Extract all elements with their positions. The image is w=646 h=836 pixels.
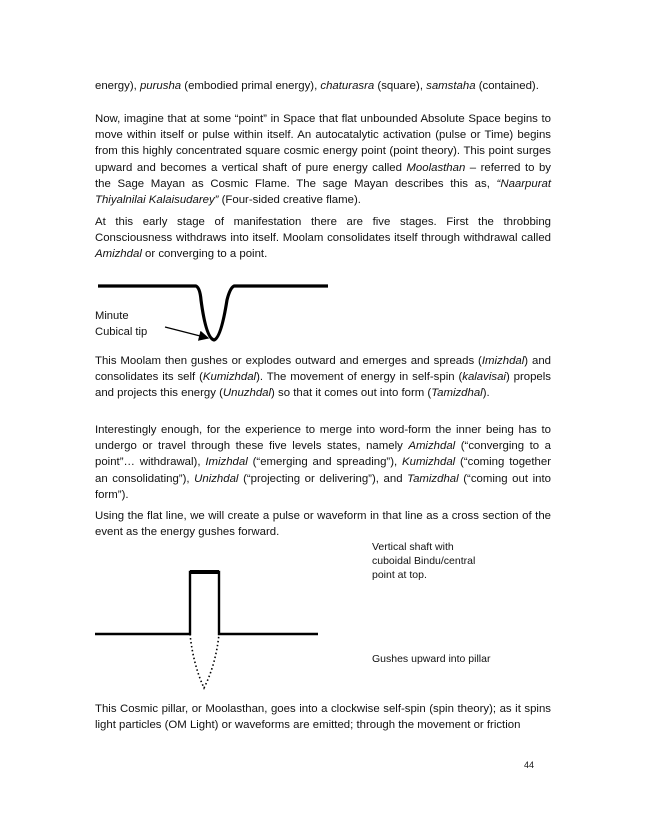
label-line: Cubical tip bbox=[95, 326, 148, 338]
text: This Cosmic pillar, or Moolasthan, goes into a clockwise self-spin (spin theory); as it spins light particles (OM Light) or waveforms are emitted; through the movement or friction bbox=[95, 703, 551, 732]
text: ) propels and projects this energy ( bbox=[95, 371, 551, 400]
label-line: Minute bbox=[95, 310, 129, 322]
text: ). bbox=[482, 387, 490, 400]
paragraph-6 bbox=[95, 508, 551, 540]
text: (embodied primal energy), bbox=[181, 80, 321, 92]
pointer-arrow bbox=[165, 327, 208, 338]
figure2-bottom-label bbox=[372, 652, 490, 666]
italic-term: Unizhdal bbox=[194, 472, 239, 485]
italic-term: chaturasra bbox=[320, 80, 375, 92]
text: ) so that it comes out into form ( bbox=[271, 387, 432, 400]
italic-term: “Naarpurat Thiyalnilai Kalaisudarey” bbox=[95, 177, 551, 207]
label-line: Vertical shaft with bbox=[372, 541, 454, 553]
italic-term: Imizhdal bbox=[205, 456, 248, 469]
text: Using the flat line, we will create a pulse or waveform in that line as a cross section of the event as the energy gushes forward. bbox=[95, 510, 551, 539]
italic-term: purusha bbox=[139, 80, 182, 92]
italic-term: samstaha bbox=[426, 80, 476, 92]
text: Interestingly enough, for the experience to merge into word-form the inner being has to undergo or travel through these five levels states, namely bbox=[95, 424, 551, 453]
italic-term: Unuzhdal bbox=[222, 387, 272, 400]
italic-term: Amizhdal bbox=[95, 248, 142, 261]
figure2-top-label bbox=[372, 540, 475, 582]
text: (square), bbox=[374, 80, 427, 92]
text: This Moolam then gushes or explodes outward and emerges and spreads ( bbox=[95, 355, 482, 367]
text: (“converging to a point”… withdrawal), bbox=[95, 440, 551, 469]
text: ). The movement of energy in self-spin ( bbox=[256, 371, 463, 384]
text: At this early stage of manifestation there are five stages. First the throbbing Consciousness withdraws into itself. Moolam consolidates itself through withdrawal called bbox=[95, 216, 551, 245]
text: – referred to by the Sage Mayan as Cosmic Flame. The sage Mayan describes this as, bbox=[95, 161, 551, 190]
text: (“coming out into form”). bbox=[95, 472, 551, 501]
text: (Four-sided creative flame). bbox=[218, 194, 361, 207]
text: ) and consolidates its self ( bbox=[95, 355, 551, 384]
label-line: point at top. bbox=[372, 569, 427, 581]
text: or converging to a point. bbox=[141, 248, 268, 261]
pulse-line bbox=[95, 572, 318, 634]
text: (“emerging and spreading”), bbox=[247, 456, 403, 469]
italic-term: Kumizhdal bbox=[202, 371, 257, 384]
italic-term: Imizhdal bbox=[481, 355, 525, 367]
label-line: Gushes upward into pillar bbox=[372, 653, 491, 665]
figure1-label bbox=[95, 308, 147, 340]
text: (“coming together an consolidating”), bbox=[95, 456, 551, 485]
text: (“projecting or delivering”), and bbox=[238, 472, 408, 485]
dotted-dip bbox=[190, 634, 219, 688]
paragraph-7 bbox=[95, 701, 551, 733]
italic-term: Moolasthan bbox=[406, 161, 466, 174]
text: energy), bbox=[95, 80, 140, 92]
italic-term: Kumizhdal bbox=[402, 456, 456, 469]
italic-term: Tamizdhal bbox=[407, 472, 459, 485]
text: (contained). bbox=[475, 80, 539, 92]
text: Now, imagine that at some “point” in Space that flat unbounded Absolute Space begins to move within itself or pulse within itself. An autocatalytic activation (pulse or Time) begins from this highly concentrated square cosmic energy point (point theory). This point surges upward and becomes a vertical shaft of pure energy called bbox=[95, 113, 551, 174]
italic-term: Amizhdal bbox=[408, 440, 456, 453]
paragraph-4 bbox=[95, 353, 551, 402]
italic-term: Tamizdhal bbox=[431, 387, 483, 400]
page-number: 44 bbox=[524, 760, 535, 770]
label-line: cuboidal Bindu/central bbox=[372, 555, 476, 567]
paragraph-5 bbox=[95, 422, 551, 503]
italic-term: kalavisai bbox=[462, 371, 506, 384]
